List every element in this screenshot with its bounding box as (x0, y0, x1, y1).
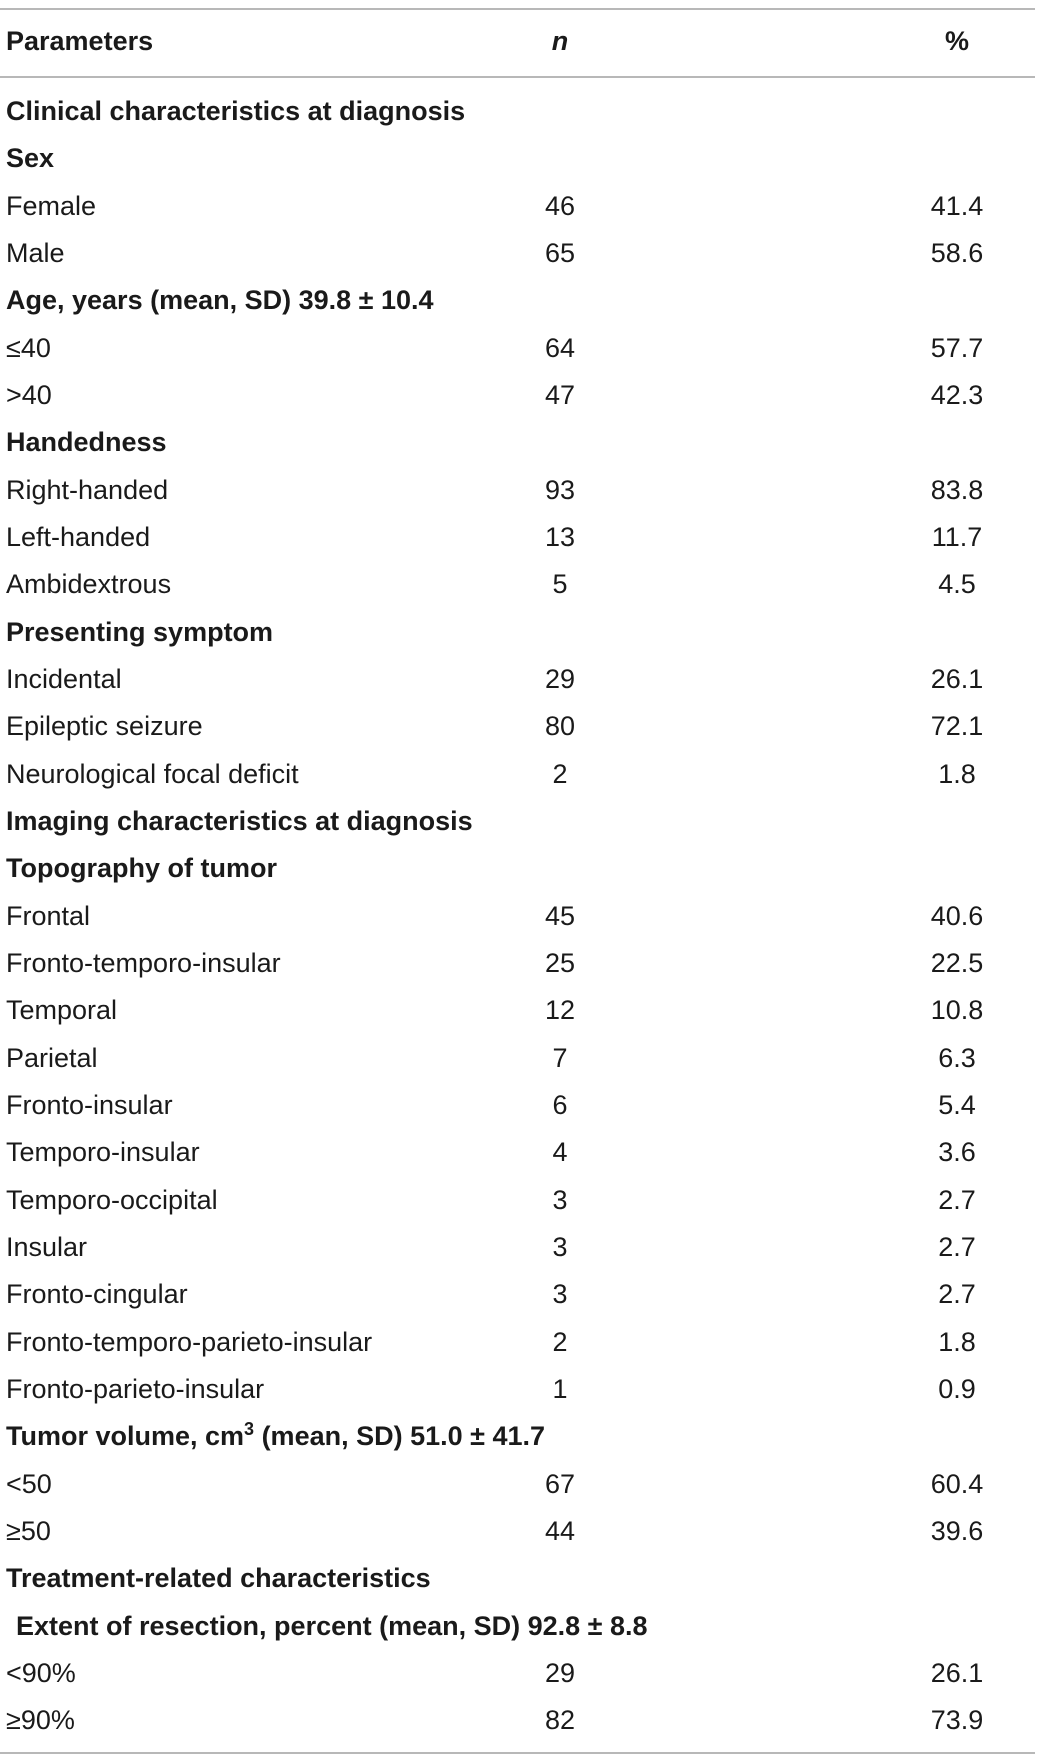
row-percent-value: 41.4 (930, 190, 984, 221)
row-percent-value: 6.3 (938, 1042, 976, 1073)
row-percent-value: 0.9 (938, 1373, 976, 1404)
table-body (0, 88, 1035, 1744)
table-row (0, 1697, 1035, 1744)
table-row (0, 940, 1035, 987)
row-label: Temporal (6, 995, 118, 1026)
row-label: Neurological focal deficit (6, 758, 299, 789)
row-n-value (500, 135, 620, 182)
row-label: Fronto-temporo-insular (6, 947, 281, 978)
table-row (0, 325, 1035, 372)
row-percent-value: 10.8 (930, 995, 984, 1026)
section-heading-row (0, 135, 1035, 182)
row-label: Right-handed (6, 474, 169, 505)
section-heading-row (0, 609, 1035, 656)
section-heading-row (0, 1603, 1035, 1650)
header-parameters: Parameters (6, 25, 154, 56)
row-percent-value: 2.7 (938, 1184, 976, 1215)
row-n-value: 4 (552, 1137, 568, 1168)
row-n-value: 13 (544, 521, 576, 552)
row-percent-value (897, 798, 1017, 845)
table-row (0, 1082, 1035, 1129)
row-percent-value (897, 1555, 1017, 1602)
superscript: 3 (244, 1419, 255, 1440)
row-label: Temporo-occipital (6, 1184, 218, 1215)
row-percent-value (897, 88, 1017, 135)
row-percent-value: 57.7 (930, 332, 984, 363)
row-percent-value: 11.7 (931, 521, 983, 552)
row-percent-value: 22.5 (930, 947, 984, 978)
table-row (0, 1319, 1035, 1366)
row-n-value: 29 (544, 1657, 576, 1688)
table-row (0, 1508, 1035, 1555)
table-top-rule (0, 8, 1035, 10)
table-row (0, 1461, 1035, 1508)
table-row (0, 514, 1035, 561)
row-n-value: 65 (544, 237, 576, 268)
table-row (0, 1224, 1035, 1271)
row-percent-value (897, 419, 1017, 466)
table-row (0, 656, 1035, 703)
section-heading-row (0, 88, 1035, 135)
table-row (0, 1271, 1035, 1318)
row-label: Clinical characteristics at diagnosis (6, 96, 466, 126)
row-label: Parietal (6, 1042, 98, 1073)
section-heading-row (0, 845, 1035, 892)
section-heading-row (0, 1555, 1035, 1602)
table-row (0, 1177, 1035, 1224)
row-label: Treatment-related characteristics (6, 1563, 431, 1594)
row-n-value: 1 (552, 1373, 568, 1404)
row-label: Presenting symptom (6, 616, 274, 647)
row-percent-value: 1.8 (938, 758, 976, 789)
row-n-value: 82 (544, 1705, 576, 1736)
row-percent-value: 26.1 (930, 663, 984, 694)
row-label: Extent of resection, percent (mean, SD) 92.8 ± 8.8 (16, 1610, 648, 1641)
section-heading-row (0, 419, 1035, 466)
row-label: Imaging characteristics at diagnosis (6, 805, 473, 836)
row-n-value: 47 (544, 379, 576, 410)
table-row (0, 561, 1035, 608)
table-row (0, 230, 1035, 277)
row-n-value: 5 (552, 569, 568, 600)
row-n-value (500, 609, 620, 656)
table-row (0, 183, 1035, 230)
table-row (0, 751, 1035, 798)
row-label: Left-handed (6, 521, 151, 552)
row-n-value: 64 (544, 332, 576, 363)
table-row (0, 372, 1035, 419)
row-percent-value: 60.4 (930, 1468, 984, 1499)
row-label: Ambidextrous (6, 569, 172, 600)
row-label: Female (6, 190, 97, 221)
row-label: ≥90% (6, 1705, 75, 1736)
row-n-value: 29 (544, 663, 576, 694)
row-label: Fronto-temporo-parieto-insular (6, 1326, 373, 1357)
row-n-value: 44 (544, 1515, 576, 1546)
row-percent-value: 1.8 (938, 1326, 976, 1357)
row-label: Fronto-insular (6, 1089, 173, 1120)
row-percent-value: 26.1 (930, 1657, 984, 1688)
section-heading-row (0, 277, 1035, 324)
row-percent-value (897, 1413, 1017, 1460)
row-n-value: 3 (552, 1184, 568, 1215)
table-row (0, 467, 1035, 514)
row-percent-value: 73.9 (930, 1705, 984, 1736)
section-heading-row (0, 1413, 1035, 1460)
row-percent-value: 3.6 (938, 1137, 976, 1168)
row-label: ≤40 (6, 332, 51, 363)
row-n-value (500, 277, 620, 324)
row-percent-value: 4.5 (938, 569, 976, 600)
row-label: Fronto-parieto-insular (6, 1373, 265, 1404)
row-n-value (500, 1555, 620, 1602)
row-percent-value: 58.6 (930, 237, 984, 268)
row-percent-value: 2.7 (938, 1279, 976, 1310)
row-label: Fronto-cingular (6, 1279, 188, 1310)
row-label: Temporo-insular (6, 1137, 200, 1168)
row-percent-value: 42.3 (930, 379, 984, 410)
row-n-value: 2 (552, 758, 568, 789)
row-percent-value (897, 277, 1017, 324)
row-n-value (500, 798, 620, 845)
row-label: Sex (6, 143, 55, 174)
row-label: >40 (6, 379, 52, 410)
row-n-value: 7 (552, 1042, 568, 1073)
row-label: Frontal (6, 900, 91, 931)
row-label: Male (6, 237, 65, 268)
row-percent-value: 72.1 (930, 711, 984, 742)
table-row (0, 987, 1035, 1034)
row-percent-value (897, 609, 1017, 656)
row-percent-value: 39.6 (930, 1515, 984, 1546)
row-n-value: 12 (544, 995, 576, 1026)
row-n-value: 2 (552, 1326, 568, 1357)
row-label: <90% (6, 1657, 76, 1688)
row-n-value: 93 (544, 474, 576, 505)
row-n-value (500, 88, 620, 135)
row-n-value (500, 1603, 620, 1650)
row-label: Tumor volume, $cm^3$ (mean, SD) 51.0 ± 41.7 (6, 1419, 546, 1452)
row-label: Topography of tumor (6, 853, 277, 884)
row-n-value: 25 (544, 947, 576, 978)
row-label: <50 (6, 1468, 52, 1499)
row-n-value: 6 (552, 1089, 568, 1120)
table-row (0, 893, 1035, 940)
table-row (0, 703, 1035, 750)
row-n-value: 80 (544, 711, 576, 742)
characteristics-table: Parameters n % Clinical characteristics at diagnosis Sex Female 46 41.4 Male 65 58.6 Age, years (mean, SD) 39.8 ± 10.4 ≤40 64 57.7 >40 47 42.3 Handedness Right-handed 93 83.8 Left-handed 13 11.7 Ambidextrous 5 4.5 Presenting symptom Incidental 29 26.1 Epileptic seizure 80 72.1 Neurological focal deficit 2 1.8 Imaging characteristics at diagnosis Topography of tumor Frontal 45 40.6 Fronto-temporo-insular 25 22.5 Temporal 12 10.8 Parietal 7 6.3 Fronto-insular 6 5.4 Temporo-insular 4 3.6 Temporo-occipital 3 2.7 Insular 3 2.7 Fronto-cingular 3 2.7 Fronto-temporo-parieto-insular 2 1.8 Fronto-parieto-insular 1 0.9 Tumor volume, $cm^3$ (mean, SD) 51.0 ± 41.7 <50 67 60.4 ≥50 44 39.6 Treatment-related characteristics Extent of resection, percent (mean, SD) 92.8 ± 8.8 <90% 29 26.1 ≥90% 82 73.9 (0, 0, 1040, 1763)
row-label: Insular (6, 1231, 88, 1262)
row-label: Handedness (6, 427, 167, 458)
table-bottom-rule (0, 1752, 1035, 1754)
row-label: Epileptic seizure (6, 711, 203, 742)
row-n-value: 45 (544, 900, 576, 931)
row-label: Incidental (6, 663, 122, 694)
row-percent-value: 83.8 (930, 474, 984, 505)
table-header-rule (0, 76, 1035, 78)
row-n-value (500, 845, 620, 892)
row-n-value (500, 419, 620, 466)
row-n-value (500, 1413, 620, 1460)
row-label: ≥50 (6, 1515, 51, 1546)
row-percent-value: 40.6 (930, 900, 984, 931)
row-n-value: 3 (552, 1279, 568, 1310)
row-percent-value (897, 135, 1017, 182)
row-percent-value: 2.7 (938, 1231, 976, 1262)
table-row (0, 1129, 1035, 1176)
row-percent-value (897, 1603, 1017, 1650)
row-n-value: 3 (552, 1231, 568, 1262)
row-label: Age, years (mean, SD) 39.8 ± 10.4 (6, 285, 434, 316)
row-percent-value (897, 845, 1017, 892)
row-n-value: 67 (544, 1468, 576, 1499)
section-heading-row (0, 798, 1035, 845)
row-n-value: 46 (544, 190, 576, 221)
row-percent-value: 5.4 (938, 1089, 976, 1120)
table-row (0, 1650, 1035, 1697)
table-row (0, 1035, 1035, 1082)
table-row (0, 1366, 1035, 1413)
